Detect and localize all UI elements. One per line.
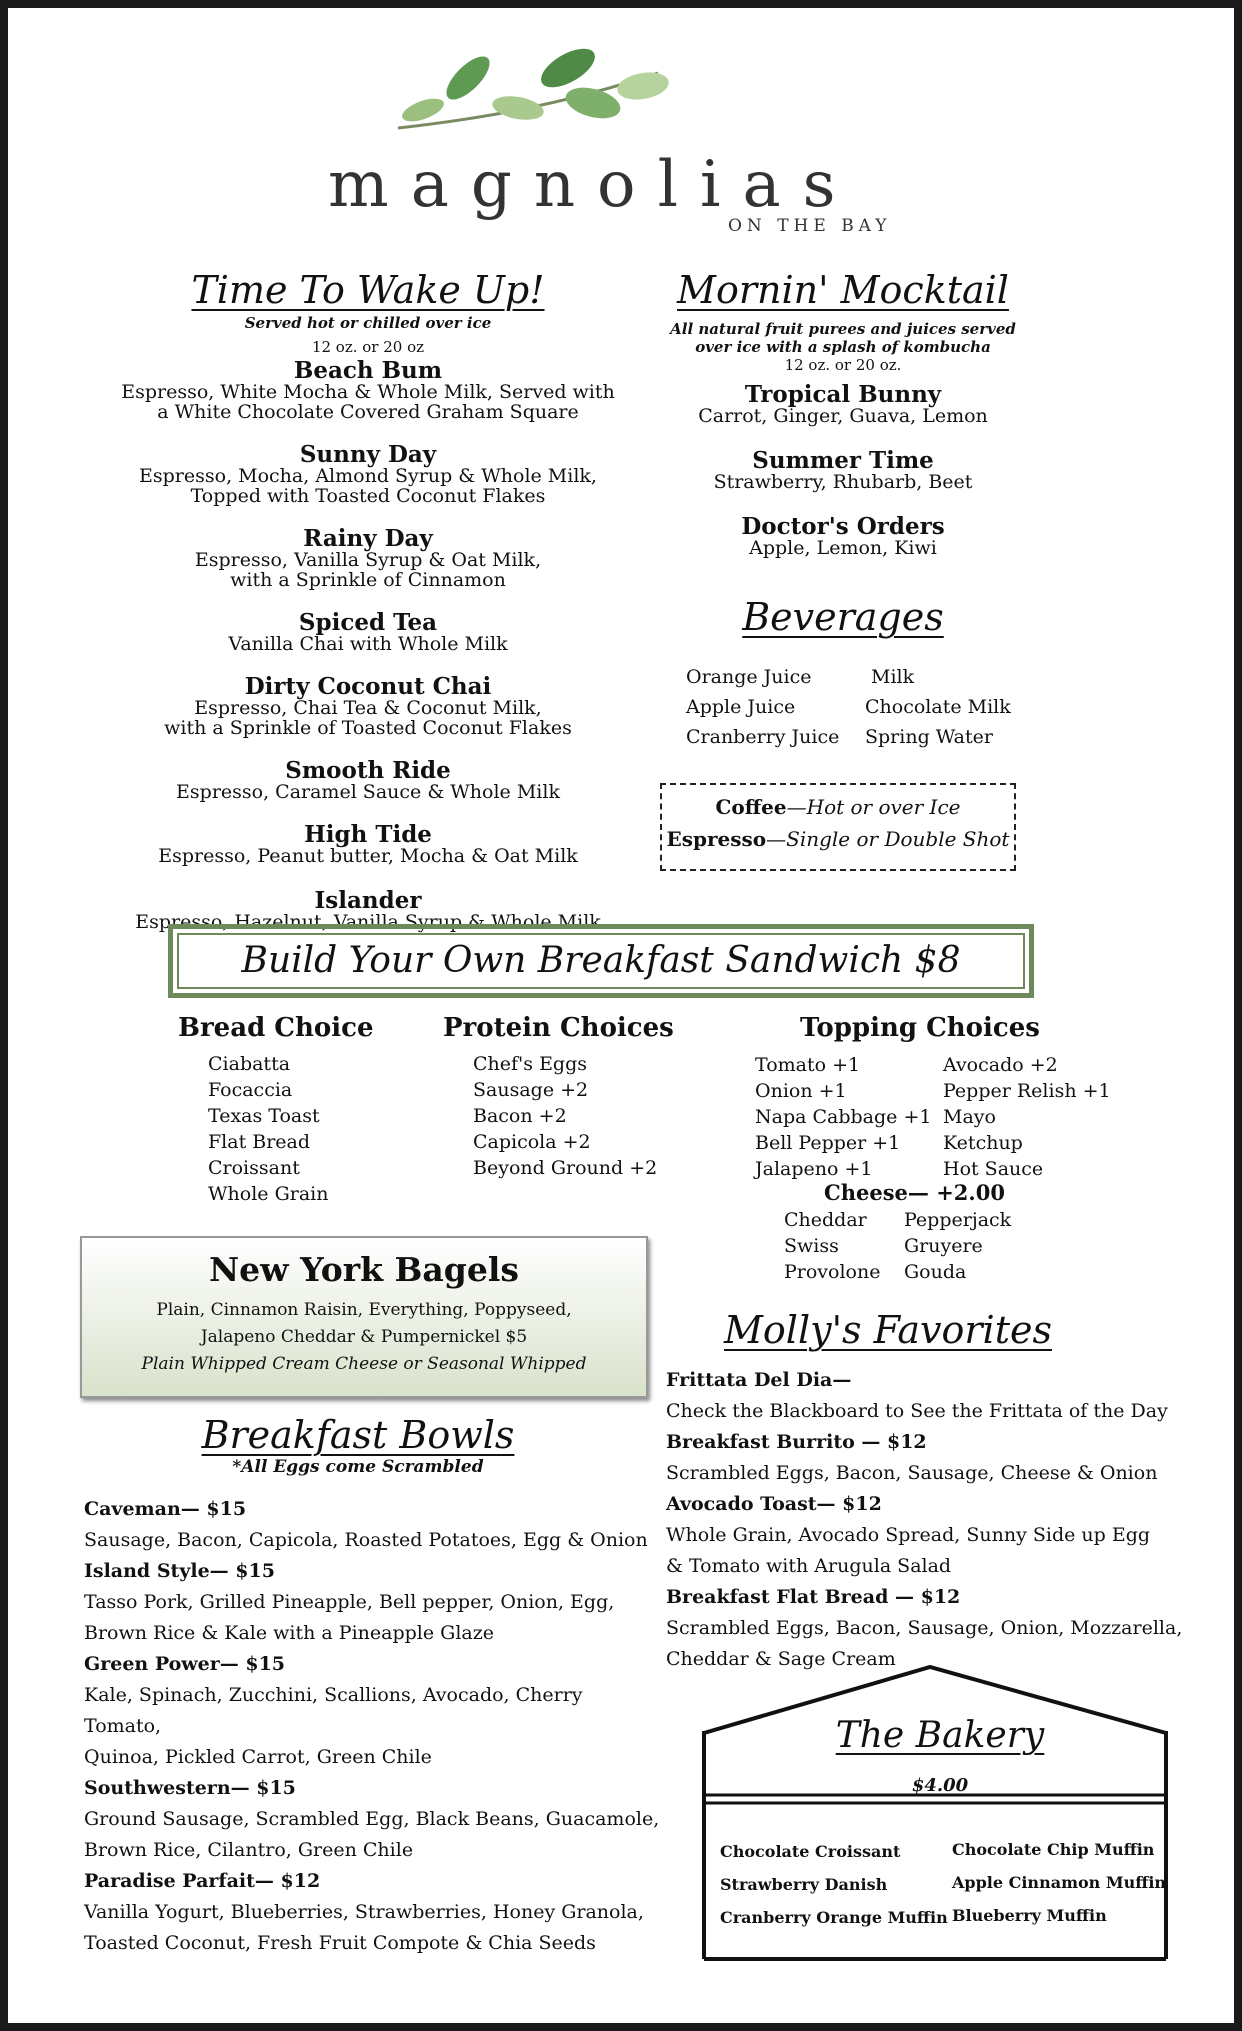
drink-desc: Topped with Toasted Coconut Flakes <box>190 485 546 507</box>
bagels-box <box>80 1236 648 1398</box>
favorite-desc: Whole Grain, Avocado Spread, Sunny Side up Egg <box>666 1524 1151 1546</box>
favorite-desc: Cheddar & Sage Cream <box>666 1648 896 1670</box>
bread-title: Bread Choice <box>178 1013 374 1043</box>
drink-desc: Espresso, Peanut butter, Mocha & Oat Milk <box>158 845 578 867</box>
drink-desc: Strawberry, Rhubarb, Beet <box>713 471 973 493</box>
drink-desc: with a Sprinkle of Toasted Coconut Flakes <box>164 717 572 739</box>
favorites-title: Molly's Favorites <box>724 1308 1052 1352</box>
protein-item: Chef's Eggs <box>473 1053 588 1075</box>
beverage-item: Milk <box>871 666 915 688</box>
topping-item: Tomato +1 <box>755 1054 861 1076</box>
cheese-item: Gruyere <box>904 1235 983 1257</box>
drink-name: Sunny Day <box>299 441 437 468</box>
favorites-list <box>666 1365 1226 1675</box>
bowl-desc: Brown Rice & Kale with a Pineapple Glaze <box>84 1622 494 1644</box>
cheese-item: Swiss <box>784 1235 839 1257</box>
drink-desc: Apple, Lemon, Kiwi <box>749 537 937 559</box>
bread-item: Whole Grain <box>208 1183 329 1205</box>
cheese-item: Gouda <box>904 1261 967 1283</box>
protein-item: Bacon +2 <box>473 1105 567 1127</box>
wake-up-subtitle: Served hot or chilled over ice <box>244 314 492 332</box>
favorite-desc: Scrambled Eggs, Bacon, Sausage, Onion, Mozzarella, <box>666 1617 1183 1639</box>
topping-item: Ketchup <box>943 1132 1023 1154</box>
brand-name: magnolias <box>328 148 858 222</box>
bakery-item: Blueberry Muffin <box>952 1906 1107 1925</box>
bakery-box <box>700 1663 1170 1963</box>
drink-desc: Vanilla Chai with Whole Milk <box>228 633 508 655</box>
drink-desc: Espresso, Vanilla Syrup & Oat Milk, <box>194 549 542 571</box>
protein-item: Capicola +2 <box>473 1131 591 1153</box>
bakery-title: The Bakery <box>835 1715 1045 1756</box>
drink-desc: Espresso, Caramel Sauce & Whole Milk <box>176 781 560 803</box>
bagels-line: Plain, Cinnamon Raisin, Everything, Poppyseed, <box>156 1300 572 1320</box>
mocktail-subtitle: All natural fruit purees and juices served <box>670 320 1016 338</box>
bread-item: Flat Bread <box>208 1131 311 1153</box>
drink-desc: Carrot, Ginger, Guava, Lemon <box>698 405 988 427</box>
drink-name: Dirty Coconut Chai <box>244 673 492 700</box>
bread-item: Focaccia <box>208 1079 293 1101</box>
bowl-name: Green Power— $15 <box>84 1653 286 1675</box>
mocktail-section <box>658 266 1028 558</box>
favorite-name: Breakfast Burrito — $12 <box>666 1431 927 1453</box>
beverage-item: Spring Water <box>865 726 993 748</box>
bowl-desc: Tasso Pork, Grilled Pineapple, Bell pepper, Onion, Egg, <box>84 1591 615 1613</box>
beverage-item: Cranberry Juice <box>686 726 840 748</box>
bowl-name: Paradise Parfait— $12 <box>84 1870 321 1892</box>
menu-page <box>8 8 1234 2023</box>
cheese-item: Pepperjack <box>904 1209 1012 1231</box>
bread-choice <box>178 1013 373 1207</box>
wake-up-sizes: 12 oz. or 20 oz <box>311 338 425 356</box>
bakery-price: $4.00 <box>911 1775 969 1796</box>
bagels-line: Plain Whipped Cream Cheese or Seasonal Whipped <box>141 1354 587 1374</box>
bowl-name: Island Style— $15 <box>84 1560 275 1582</box>
protein-list <box>473 1051 674 1181</box>
bagels-title: New York Bagels <box>209 1250 519 1289</box>
topping-item: Bell Pepper +1 <box>755 1132 901 1154</box>
favorite-desc: Scrambled Eggs, Bacon, Sausage, Cheese & Onion <box>666 1462 1158 1484</box>
bowl-desc: Sausage, Bacon, Capicola, Roasted Potatoes, Egg & Onion <box>84 1529 648 1551</box>
bowl-desc: Quinoa, Pickled Carrot, Green Chile <box>84 1746 432 1768</box>
bakery-item: Strawberry Danish <box>720 1875 888 1894</box>
beverages-col-1 <box>686 664 839 750</box>
bowl-name: Southwestern— $15 <box>84 1777 296 1799</box>
wake-up-item <box>98 525 638 591</box>
mocktail-item <box>658 381 1028 427</box>
bread-item: Croissant <box>208 1157 300 1179</box>
beverage-item: Orange Juice <box>686 666 812 688</box>
sandwich-banner <box>168 924 1034 998</box>
cheese-item: Cheddar <box>784 1209 867 1231</box>
bread-list <box>208 1051 373 1207</box>
topping-item: Hot Sauce <box>943 1158 1044 1180</box>
topping-item: Pepper Relish +1 <box>943 1080 1111 1102</box>
topping-item: Napa Cabbage +1 <box>755 1106 932 1128</box>
topping-item: Mayo <box>943 1106 996 1128</box>
wake-up-title: Time To Wake Up! <box>191 268 545 312</box>
toppings-col-1 <box>755 1052 931 1182</box>
wake-up-item <box>98 821 638 867</box>
bowls-note: *All Eggs come Scrambled <box>232 1457 484 1477</box>
brand-tagline: ON THE BAY <box>728 216 892 236</box>
bowl-desc: Ground Sausage, Scrambled Egg, Black Beans, Guacamole, <box>84 1808 660 1830</box>
bakery-col-1 <box>720 1835 948 1934</box>
favorite-name: Breakfast Flat Bread — $12 <box>666 1586 961 1608</box>
drink-name: Smooth Ride <box>285 757 451 784</box>
cheese-item: Provolone <box>784 1261 881 1283</box>
bowls-list <box>84 1494 664 1959</box>
wake-up-item <box>98 441 638 507</box>
topping-title: Topping Choices <box>800 1013 1040 1043</box>
protein-choice <box>443 1013 674 1181</box>
magnolia-leaves-icon <box>338 48 938 138</box>
topping-item: Avocado +2 <box>943 1054 1058 1076</box>
beverages-title: Beverages <box>742 595 944 639</box>
favorite-name: Frittata Del Dia— <box>666 1369 852 1391</box>
favorite-desc: & Tomato with Arugula Salad <box>666 1555 952 1577</box>
bakery-col-2 <box>952 1833 1166 1932</box>
bowls-title: Breakfast Bowls <box>201 1413 515 1457</box>
bakery-item: Chocolate Chip Muffin <box>952 1840 1155 1859</box>
espresso-label: Espresso <box>666 827 767 851</box>
bowl-name: Caveman— $15 <box>84 1498 247 1520</box>
logo <box>328 48 938 248</box>
coffee-note: —Hot or over Ice <box>786 795 961 819</box>
drink-desc: a White Chocolate Covered Graham Square <box>157 401 579 423</box>
wake-up-item <box>98 609 638 655</box>
bakery-item: Chocolate Croissant <box>720 1842 901 1861</box>
drink-desc: Espresso, Mocha, Almond Syrup & Whole Milk, <box>139 465 597 487</box>
beverage-item: Apple Juice <box>686 696 796 718</box>
coffee-box <box>660 783 1016 871</box>
espresso-line <box>662 827 1014 851</box>
drink-name: Rainy Day <box>303 525 433 552</box>
bread-item: Texas Toast <box>208 1105 320 1127</box>
beverage-item: Chocolate Milk <box>865 696 1011 718</box>
protein-item: Sausage +2 <box>473 1079 589 1101</box>
drink-desc: Espresso, Chai Tea & Coconut Milk, <box>194 697 542 719</box>
wake-up-item <box>98 357 638 423</box>
coffee-label: Coffee <box>715 795 787 819</box>
drink-desc: Espresso, Hazelnut, Vanilla Syrup & Whole Milk <box>135 911 601 933</box>
bread-item: Ciabatta <box>208 1053 291 1075</box>
bowl-desc: Brown Rice, Cilantro, Green Chile <box>84 1839 414 1861</box>
drink-name: Spiced Tea <box>298 609 438 636</box>
bowl-desc: Toasted Coconut, Fresh Fruit Compote & Chia Seeds <box>84 1932 596 1954</box>
wake-up-item <box>98 673 638 739</box>
drink-name: Doctor's Orders <box>741 513 945 540</box>
wake-up-item <box>98 757 638 803</box>
bakery-item: Cranberry Orange Muffin <box>720 1908 948 1927</box>
bowl-desc: Vanilla Yogurt, Blueberries, Strawberries, Honey Granola, <box>84 1901 644 1923</box>
drink-name: Islander <box>314 887 422 914</box>
topping-item: Jalapeno +1 <box>755 1158 873 1180</box>
espresso-note: —Single or Double Shot <box>766 827 1010 851</box>
mocktail-title: Mornin' Mocktail <box>677 268 1009 312</box>
drink-name: Tropical Bunny <box>744 381 942 408</box>
drink-name: Beach Bum <box>293 357 443 384</box>
bagels-line: Jalapeno Cheddar & Pumpernickel $5 <box>200 1327 528 1347</box>
mocktail-subtitle: over ice with a splash of kombucha <box>695 338 991 356</box>
drink-desc: Espresso, White Mocha & Whole Milk, Served with <box>121 381 615 403</box>
bakery-item: Apple Cinnamon Muffin <box>952 1873 1167 1892</box>
wake-up-section <box>98 266 638 932</box>
favorite-name: Avocado Toast— $12 <box>666 1493 882 1515</box>
cheese-title: Cheese— +2.00 <box>824 1180 1005 1205</box>
drink-name: High Tide <box>304 821 432 848</box>
sandwich-title: Build Your Own Breakfast Sandwich $8 <box>241 940 961 981</box>
protein-title: Protein Choices <box>443 1013 674 1043</box>
cheese-col-1 <box>784 1207 880 1285</box>
mocktail-item <box>658 447 1028 493</box>
drink-name: Summer Time <box>752 447 934 474</box>
toppings-col-2 <box>943 1052 1111 1182</box>
mocktail-item <box>658 513 1028 559</box>
protein-item: Beyond Ground +2 <box>473 1157 658 1179</box>
mocktail-sizes: 12 oz. or 20 oz. <box>784 356 902 374</box>
coffee-line <box>662 795 1014 819</box>
favorite-desc: Check the Blackboard to See the Frittata of the Day <box>666 1400 1168 1422</box>
bowl-desc: Kale, Spinach, Zucchini, Scallions, Avocado, Cherry Tomato, <box>84 1684 583 1737</box>
beverages-col-2 <box>865 664 1011 750</box>
cheese-col-2 <box>904 1207 1011 1285</box>
topping-item: Onion +1 <box>755 1080 847 1102</box>
drink-desc: with a Sprinkle of Cinnamon <box>230 569 506 591</box>
